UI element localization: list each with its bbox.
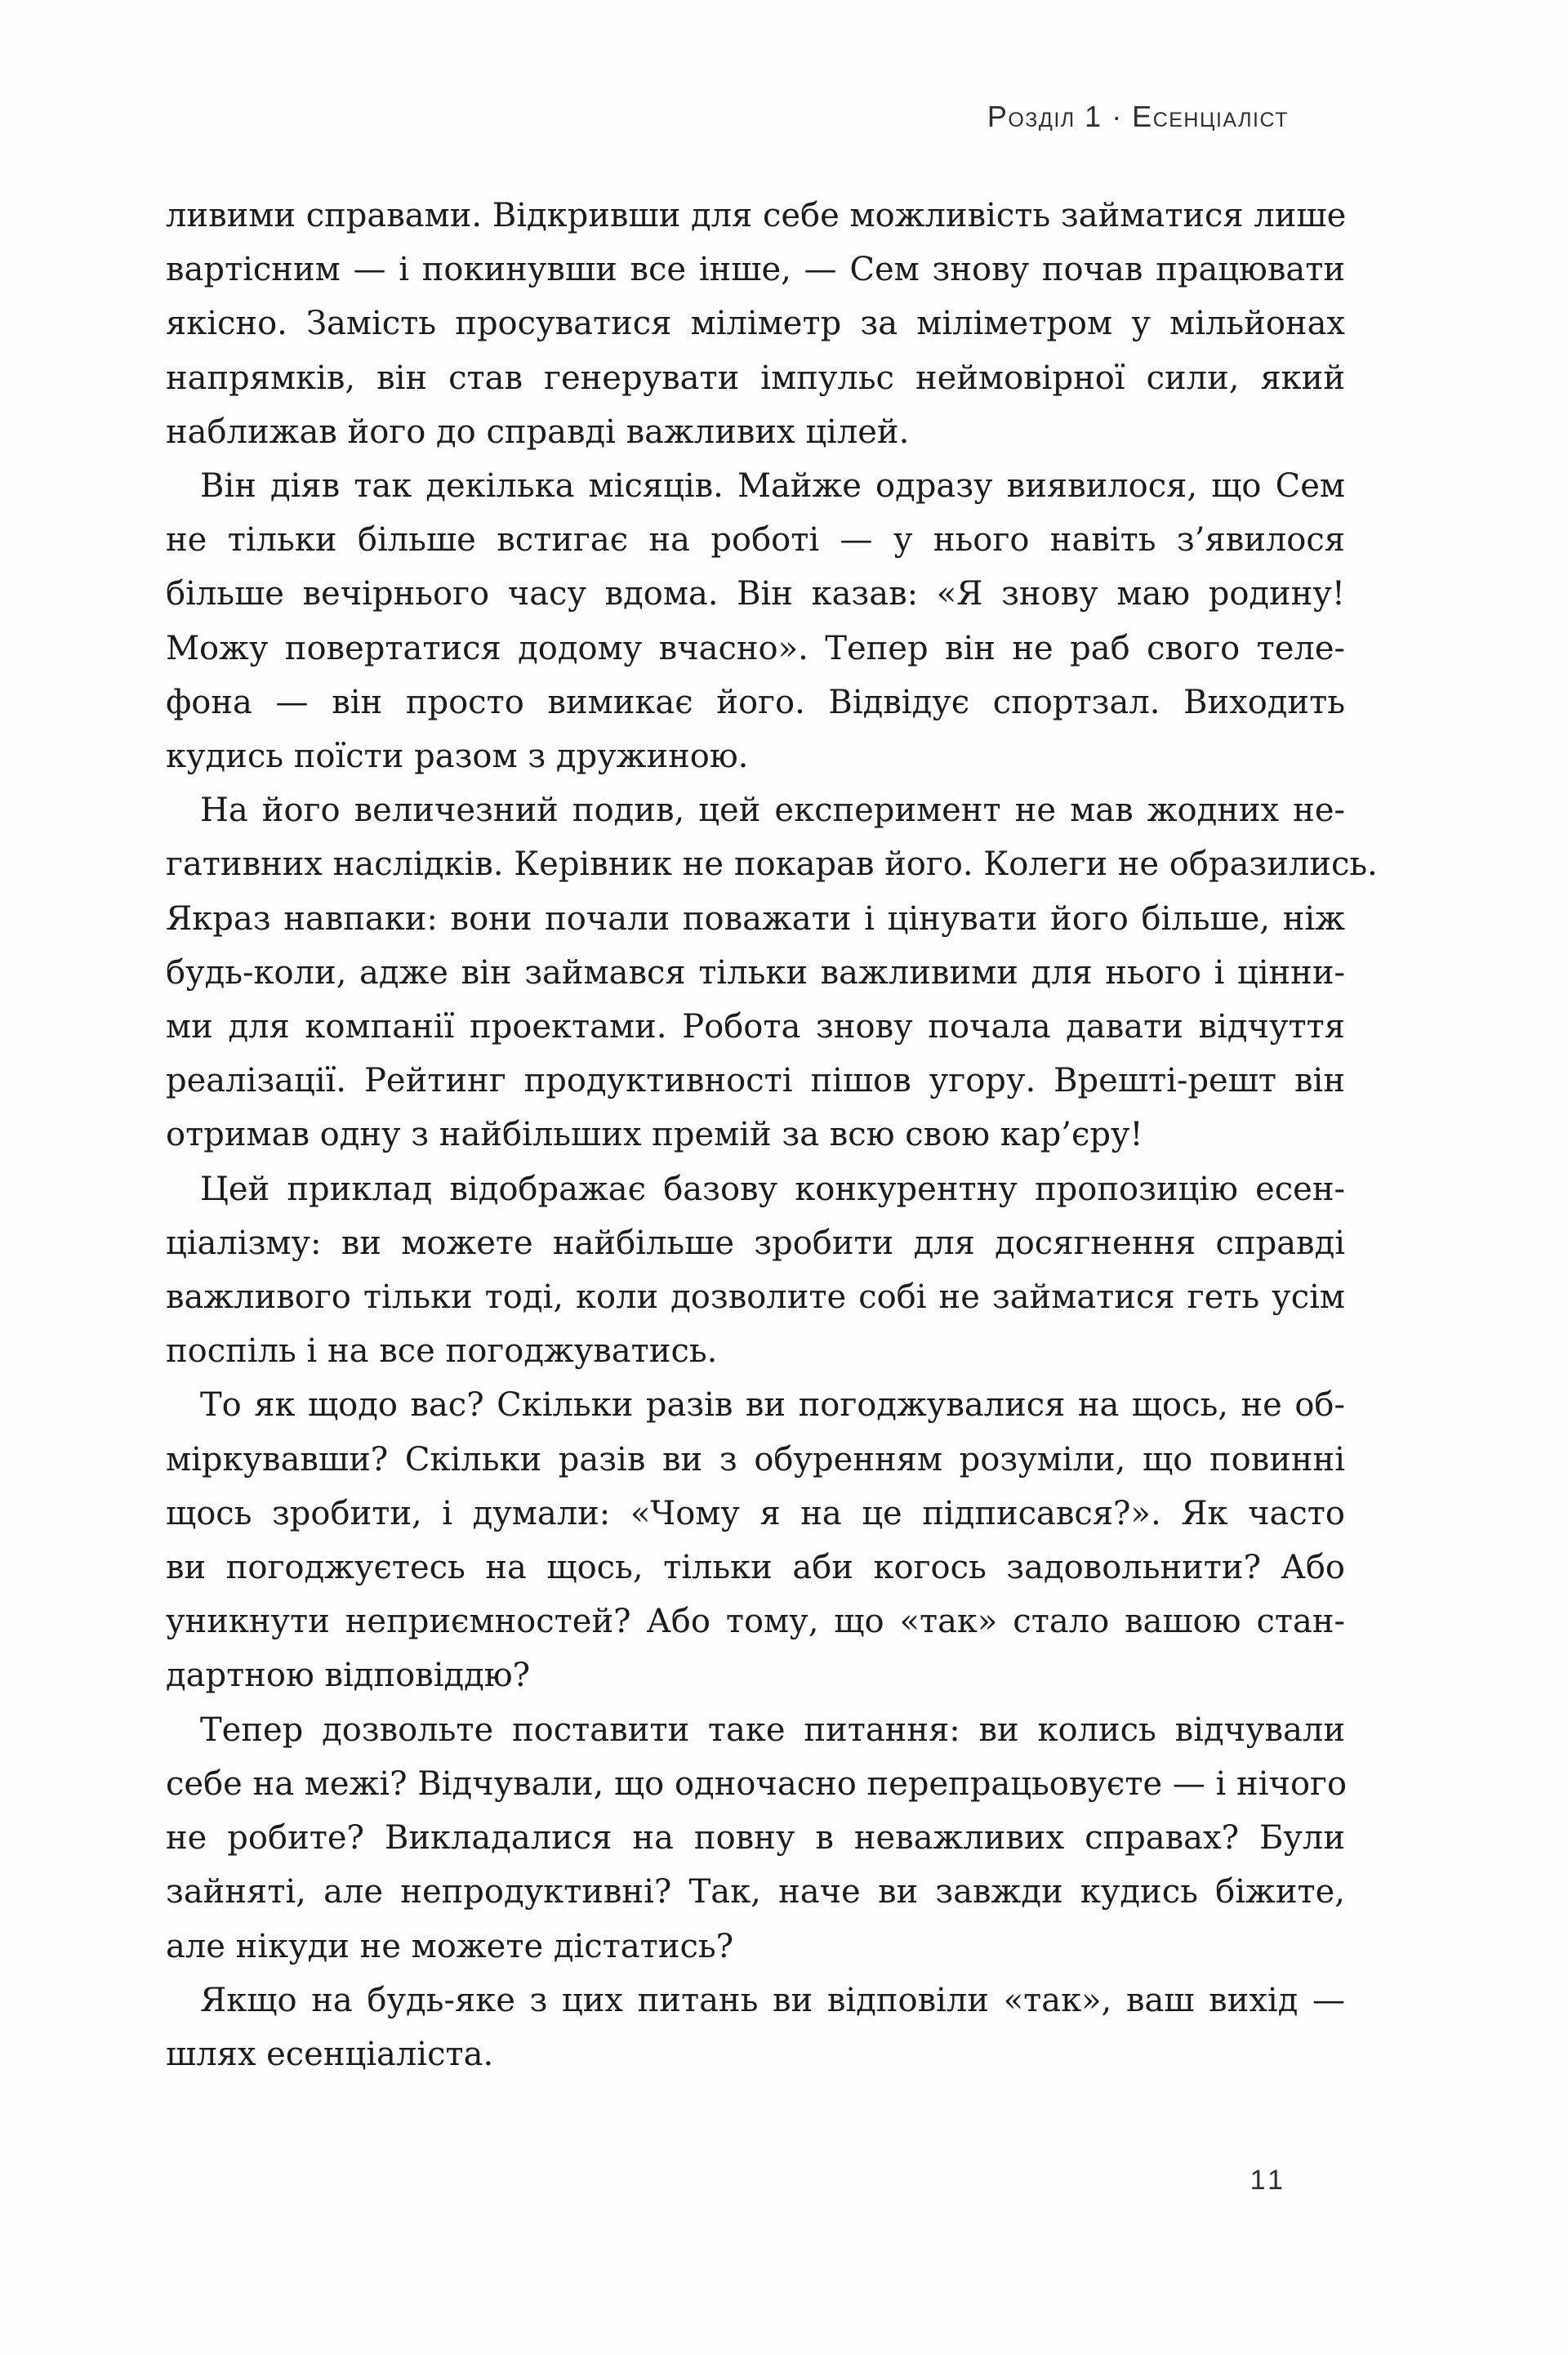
text-line: не робите? Викладалися на повну в неважливих справах? Були <box>166 1819 1345 1858</box>
text-line: Якщо на будь-яке з цих питань ви відповіли «так», ваш вихід — <box>200 1981 1345 2019</box>
text-line: міркувавши? Скільки разів ви з обуренням розуміли, що повинні <box>166 1440 1345 1479</box>
text-line: Якраз навпаки: вони почали поважати і цінувати його більше, ніж <box>166 899 1345 938</box>
text-line: більше вечірнього часу вдома. Він казав: «Я знову маю родину! <box>166 575 1345 613</box>
text-line: гативних наслідків. Керівник не покарав його. Колеги не образились. <box>166 845 1378 884</box>
page-number: 11 <box>1250 2165 1287 2196</box>
text-line: вартісним — і покинувши все інше, — Сем знову почав працювати <box>166 251 1345 289</box>
text-line: Він діяв так декілька місяців. Майже одразу виявилося, що Сем <box>200 467 1345 506</box>
text-line: Тепер дозвольте поставити таке питання: ви колись відчували <box>200 1710 1345 1749</box>
text-line: але нікуди не можете дістатись? <box>166 1927 734 1965</box>
text-line: Можу повертатися додому вчасно». Тепер він не раб свого теле- <box>166 629 1345 667</box>
running-header: Розділ 1 · Есенціаліст <box>987 100 1289 133</box>
text-line: поспіль і на все погоджуватись. <box>166 1332 718 1371</box>
text-line: То як щодо вас? Скільки разів ви погоджувалися на щось, не об- <box>200 1386 1345 1425</box>
text-line: ви погоджуєтесь на щось, тільки аби когось задовольнити? Або <box>166 1549 1345 1587</box>
text-line: дартною відповіддю? <box>166 1657 531 1695</box>
text-line: ми для компанії проектами. Робота знову почала давати відчуття <box>166 1008 1345 1046</box>
text-line: зайняті, але непродуктивні? Так, наче ви завжди кудись біжите, <box>166 1873 1345 1911</box>
page-body <box>166 189 1378 2081</box>
text-line: будь-коли, адже він займався тільки важливими для нього і цінни- <box>166 953 1345 992</box>
text-line: себе на межі? Відчували, що одночасно перепрацьовуєте — і нічого <box>166 1764 1348 1803</box>
text-line: наближав його до справді важливих цілей. <box>166 413 910 451</box>
text-line: якісно. Замість просуватися міліметр за міліметром у мільйонах <box>166 305 1345 343</box>
text-line: напрямків, він став генерувати імпульс неймовірної сили, який <box>166 359 1345 397</box>
text-line: шлях есенціаліста. <box>166 2035 494 2073</box>
text-line: ливими справами. Відкривши для себе можливість займатися лише <box>166 197 1347 234</box>
text-line: отримав одну з найбільших премій за всю свою кар’єру! <box>166 1116 1143 1154</box>
text-line: ціалізму: ви можете найбільше зробити для досягнення справді <box>166 1224 1345 1262</box>
text-line: уникнути неприємностей? Або тому, що «так» стало вашою стан- <box>166 1603 1345 1641</box>
text-line: щось зробити, і думали: «Чому я на це підписався?». Як часто <box>166 1494 1345 1532</box>
text-line: Цей приклад відображає базову конкурентну пропозицію есен- <box>200 1170 1345 1208</box>
text-line: кудись поїсти разом з дружиною. <box>166 738 749 776</box>
text-line: реалізації. Рейтинг продуктивності пішов угору. Врешті-решт він <box>166 1062 1345 1100</box>
text-line: фона — він просто вимикає його. Відвідує спортзал. Виходить <box>166 683 1345 721</box>
text-line: важливого тільки тоді, коли дозволите собі не займатися геть усім <box>166 1278 1345 1317</box>
text-line: На його величезний подив, цей експеримент не мав жодних не- <box>200 792 1345 830</box>
text-line: не тільки більше встигає на роботі — у нього навіть з’явилося <box>166 521 1345 560</box>
